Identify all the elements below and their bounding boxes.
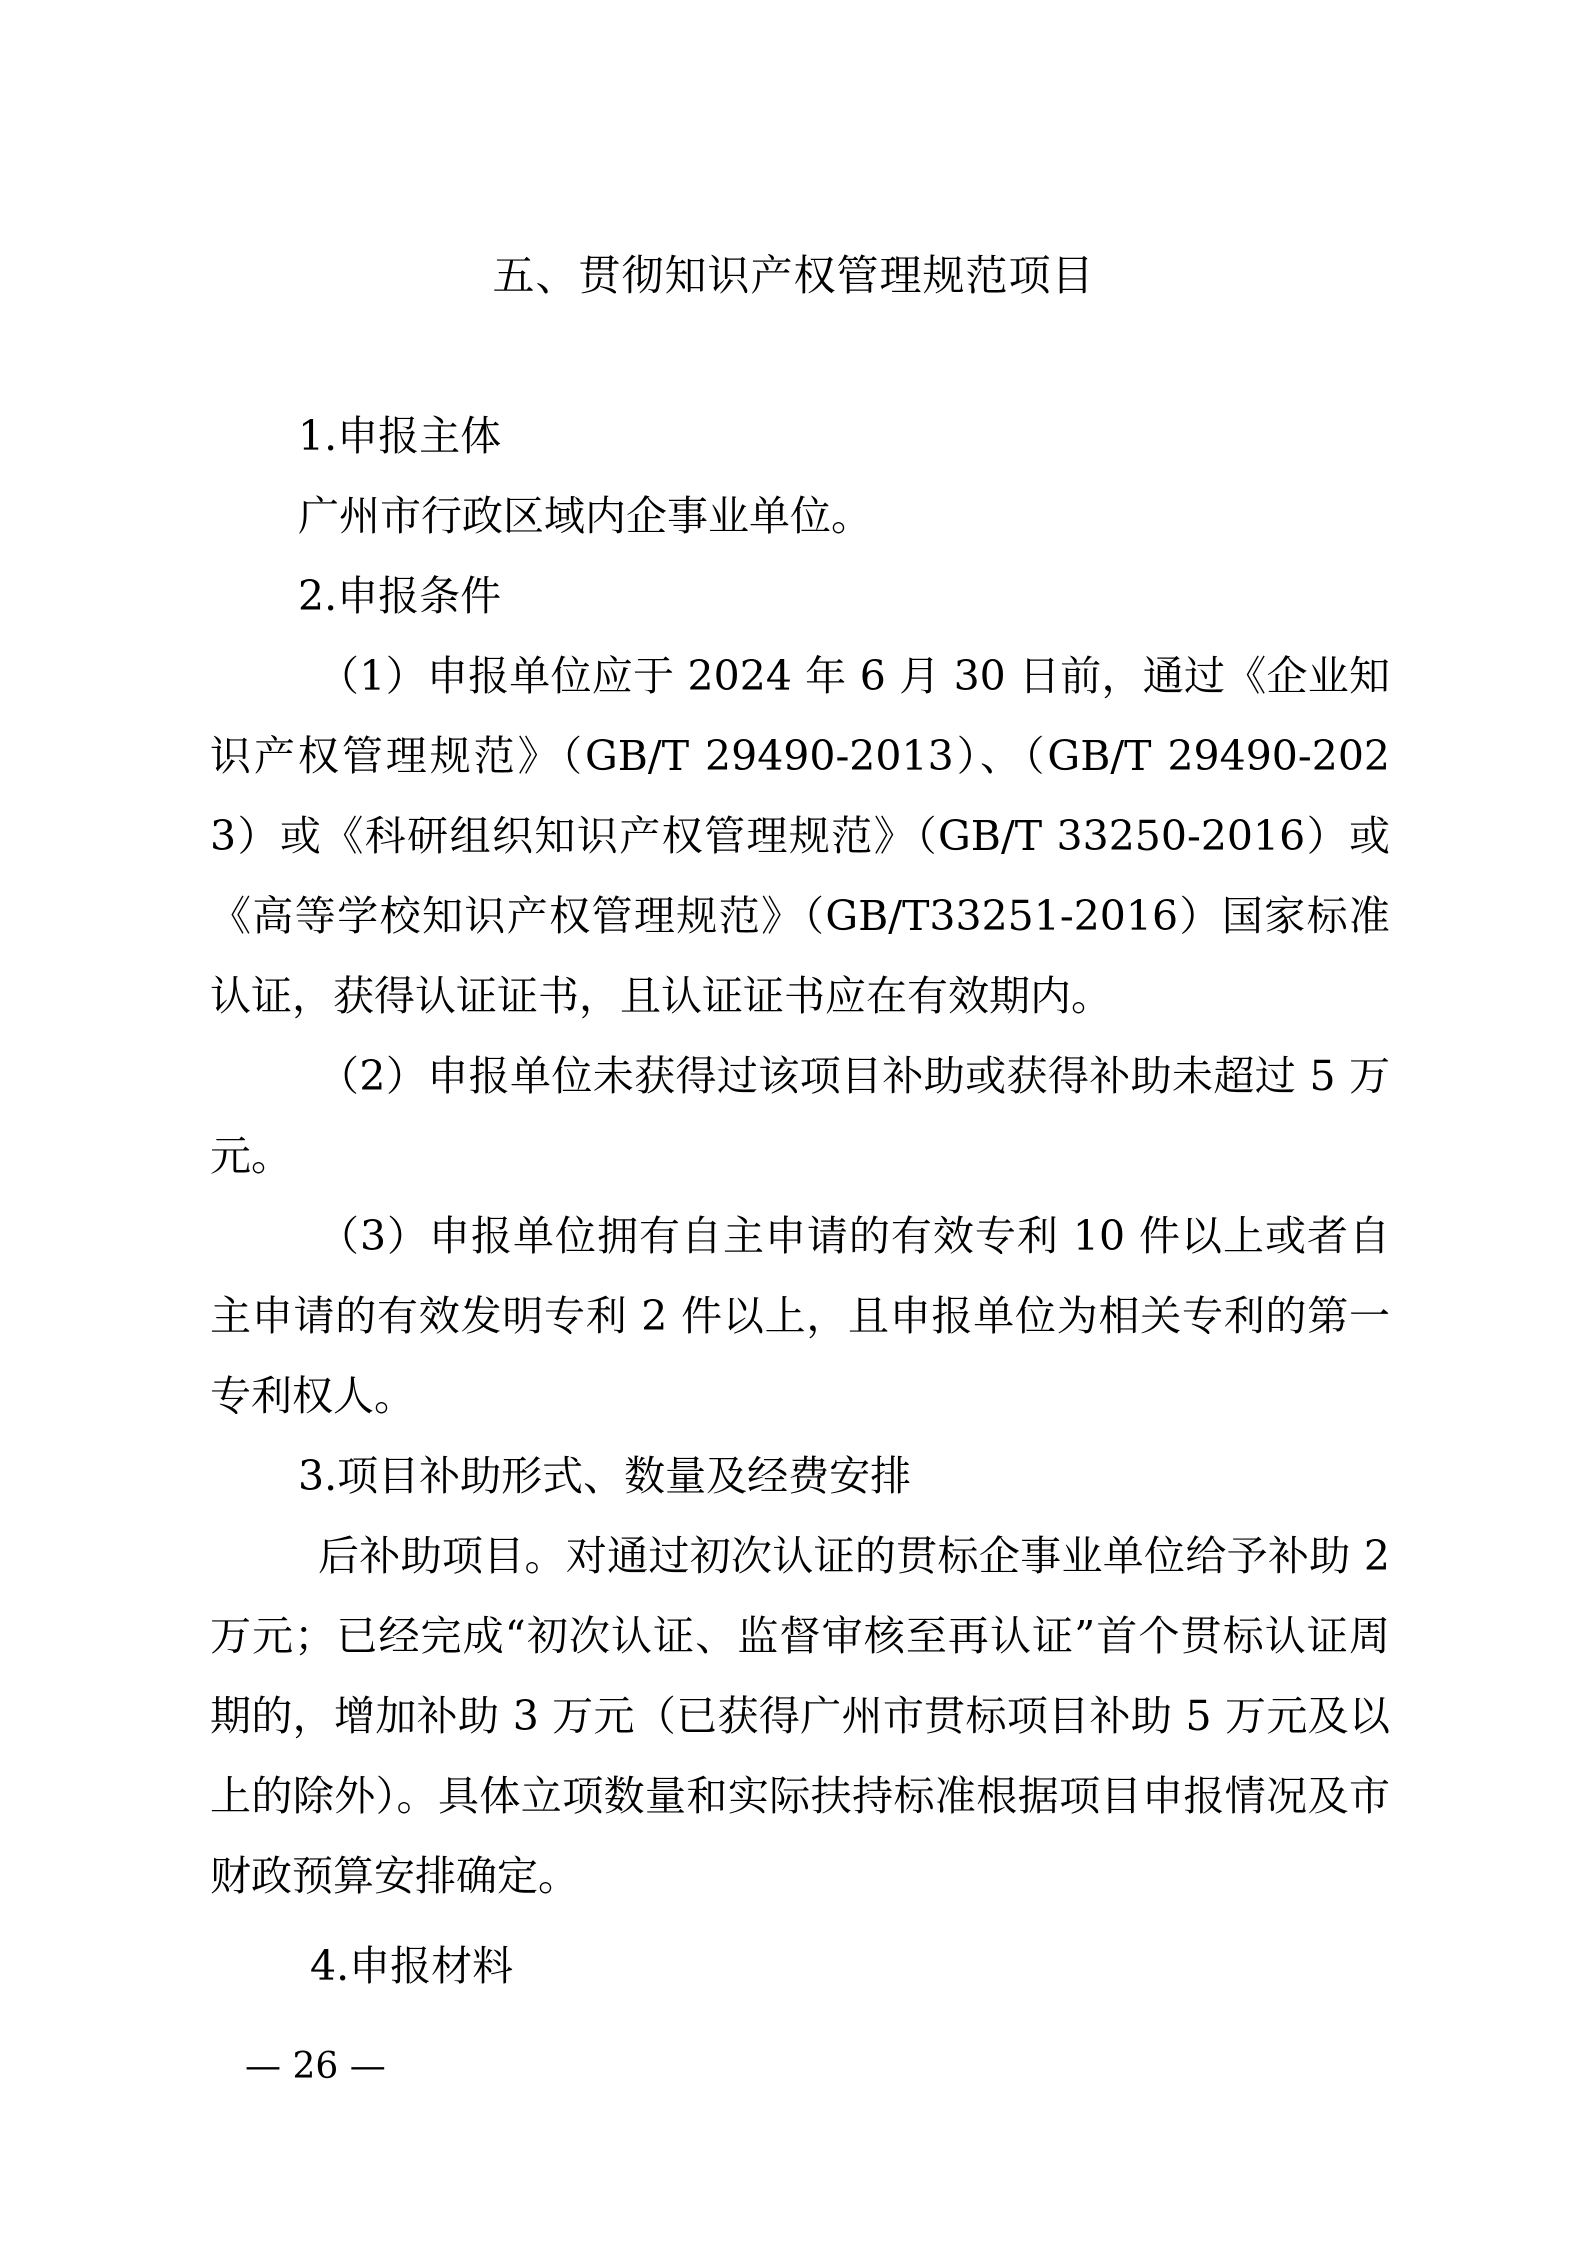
heading-applicant: 1.申报主体 [298, 412, 502, 460]
heading-subsidy: 3.项目补助形式、数量及经费安排 [298, 1452, 912, 1500]
paragraph-condition-1: （1）申报单位应于 2024 年 6 月 30 日前，通过《企业知识产权管理规范》（GB/T 29490-2013）、（GB/T 29490-2023）或《科研组织知识产权管理规范》（GB/T 33250-2016）或《高等学校知识产权管理规范》（GB/T33251-2016）国家标准认证，获得认证证书，且认证证书应在有效期内。 [210, 652, 1390, 1020]
paragraph-condition-3: （3）申报单位拥有自主申请的有效专利 10 件以上或者自主申请的有效发明专利 2 件以上，且申报单位为相关专利的第一专利权人。 [210, 1212, 1390, 1420]
section-title: 五、贯彻知识产权管理规范项目 [492, 251, 1095, 300]
page-number: — 26 — [245, 2046, 386, 2087]
paragraph-subsidy: 后补助项目。对通过初次认证的贯标企事业单位给予补助 2 万元；已经完成“初次认证、监督审核至再认证”首个贯标认证周期的，增加补助 3 万元（已获得广州市贯标项目补助 5 万元及以上的除外）。具体立项数量和实际扶持标准根据项目申报情况及市财政预算安排确定。 [210, 1532, 1390, 1900]
heading-materials: 4.申报材料 [310, 1942, 514, 1990]
paragraph-condition-2: （2）申报单位未获得过该项目补助或获得补助未超过 5 万元。 [210, 1052, 1390, 1180]
paragraph-applicant: 广州市行政区域内企事业单位。 [298, 492, 872, 540]
heading-conditions: 2.申报条件 [298, 572, 502, 620]
